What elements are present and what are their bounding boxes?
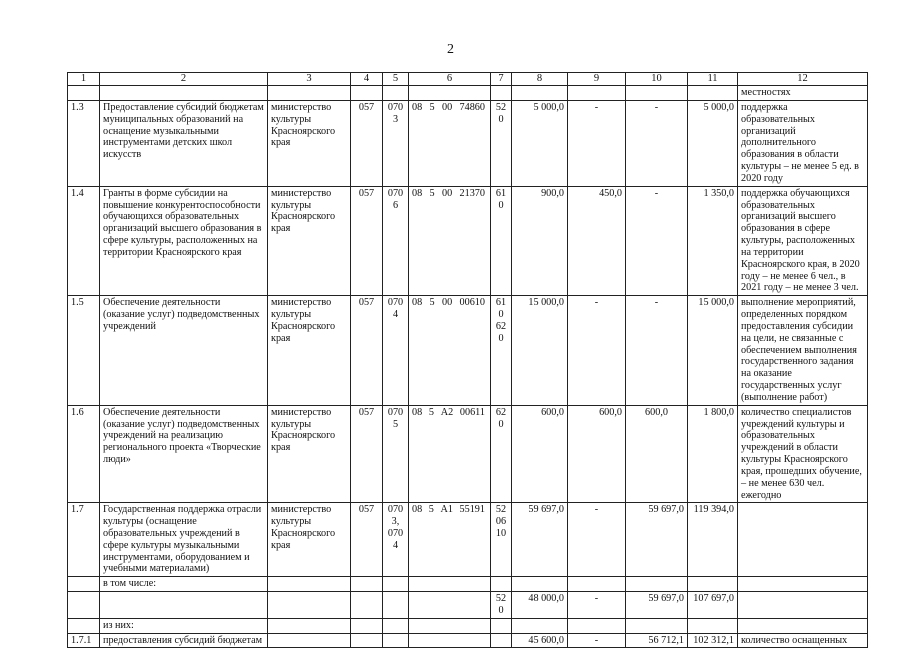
- subtotal-col9: -: [568, 592, 626, 619]
- csr-part: A2: [440, 406, 454, 418]
- rzpr-code: 0703, 0704: [383, 503, 409, 577]
- header-cell: 11: [688, 73, 738, 86]
- header-cell: 12: [738, 73, 868, 86]
- responsible-org: министерство культуры Красноярского края: [268, 101, 351, 187]
- amount-col8: 5 000,0: [512, 101, 568, 187]
- responsible-org: министерство культуры Красноярского края: [268, 186, 351, 295]
- amount-col8: 15 000,0: [512, 296, 568, 405]
- carry-over-row: [68, 86, 868, 101]
- header-row: [68, 73, 868, 86]
- in-that-number-label: в том числе:: [100, 577, 268, 592]
- page-number: 2: [447, 42, 454, 57]
- header-cell: 7: [491, 73, 512, 86]
- grbs-code: 057: [351, 503, 383, 577]
- table-row: [68, 186, 868, 295]
- csr-code: [409, 296, 491, 405]
- csr-part: 5: [429, 102, 435, 113]
- header-cell: 2: [100, 73, 268, 86]
- header-cell: 3: [268, 73, 351, 86]
- csr-part: 00611: [459, 406, 485, 418]
- subtotal-col10: 59 697,0: [626, 592, 688, 619]
- table-row: [68, 405, 868, 503]
- amount-total: 15 000,0: [688, 296, 738, 405]
- csr-code: [409, 101, 491, 187]
- rzpr-code: 0706: [383, 186, 409, 295]
- csr-part: 5: [428, 406, 434, 418]
- vr-code: 610: [491, 186, 512, 295]
- amount-col8: 600,0: [512, 405, 568, 503]
- csr-part: 00: [441, 187, 453, 199]
- subtotal-vr: 520: [491, 592, 512, 619]
- program-activities-table: [67, 72, 868, 648]
- csr-part: A1: [440, 504, 453, 516]
- csr-part: 5: [429, 187, 435, 199]
- activity-name: Обеспечение деятельности (оказание услуг) подведомственных учреждений на реализацию регионального проекта «Творческие люди»: [100, 405, 268, 503]
- row-number: 1.3: [68, 101, 100, 187]
- amount-col9: -: [568, 633, 626, 648]
- activity-name: Обеспечение деятельности (оказание услуг) подведомственных учреждений: [100, 296, 268, 405]
- amount-col9: -: [568, 101, 626, 187]
- responsible-org: министерство культуры Красноярского края: [268, 405, 351, 503]
- csr-part: 55191: [459, 504, 485, 516]
- activity-name: Предоставление субсидий бюджетам муниципальных образований на оснащение музыкальными инструментами детских школ искусств: [100, 101, 268, 187]
- rzpr-code: 0705: [383, 405, 409, 503]
- csr-part: 08: [412, 187, 423, 199]
- vr-code: 520: [491, 101, 512, 187]
- subtotal-row: [68, 592, 868, 619]
- grbs-code: 057: [351, 296, 383, 405]
- row-number: 1.7.1: [68, 633, 100, 648]
- subtotal-total: 107 697,0: [688, 592, 738, 619]
- amount-col9: -: [568, 503, 626, 577]
- grbs-code: 057: [351, 186, 383, 295]
- csr-part: 08: [412, 406, 423, 418]
- csr-part: 00: [441, 102, 453, 113]
- table-row: [68, 296, 868, 405]
- amount-col10: 56 712,1: [626, 633, 688, 648]
- amount-total: 1 800,0: [688, 405, 738, 503]
- table-row: [68, 633, 868, 648]
- row-number: 1.7: [68, 503, 100, 577]
- amount-col10: -: [626, 186, 688, 295]
- carry-over-text: местностях: [738, 86, 868, 101]
- activity-name: Государственная поддержка отрасли культуры (оснащение образовательных учреждений в сфере культуры музыкальными инструментами, оборудованием и учебными материалами): [100, 503, 268, 577]
- grbs-code: 057: [351, 405, 383, 503]
- amount-col9: -: [568, 296, 626, 405]
- expected-result: поддержка обучающихся образовательных организаций высшего образования в сфере культуры, расположенных на территории Красноярского края, в 2020 году – не менее 6 чел., в 2021 году – не менее 3 чел.: [738, 186, 868, 295]
- amount-col10: 600,0: [626, 405, 688, 503]
- amount-col10: 59 697,0: [626, 503, 688, 577]
- amount-total: 1 350,0: [688, 186, 738, 295]
- table-row: [68, 101, 868, 187]
- header-cell: 1: [68, 73, 100, 86]
- in-that-number-row: [68, 577, 868, 592]
- row-number: 1.4: [68, 186, 100, 295]
- expected-result: поддержка образовательных организаций дополнительного образования в области культуры – не менее 5 ед. в 2020 году: [738, 101, 868, 187]
- expected-result: выполнение мероприятий, определенных порядком предоставления субсидии на цели, не связанные с обеспечением выполнения государственного задания на оказание государственных услуг (выполнение работ): [738, 296, 868, 405]
- responsible-org: министерство культуры Красноярского края: [268, 296, 351, 405]
- of-them-row: [68, 618, 868, 633]
- header-cell: 6: [409, 73, 491, 86]
- of-them-label: из них:: [100, 618, 268, 633]
- csr-part: 08: [412, 297, 423, 309]
- activity-name: предоставления субсидий бюджетам: [100, 633, 268, 648]
- rzpr-code: 0703: [383, 101, 409, 187]
- csr-code: [409, 503, 491, 577]
- responsible-org: министерство культуры Красноярского края: [268, 503, 351, 577]
- row-number: 1.6: [68, 405, 100, 503]
- csr-code: [409, 186, 491, 295]
- amount-total: 5 000,0: [688, 101, 738, 187]
- vr-code: 610 620: [491, 296, 512, 405]
- amount-col8: 45 600,0: [512, 633, 568, 648]
- header-cell: 9: [568, 73, 626, 86]
- amount-col10: -: [626, 296, 688, 405]
- expected-result: количество оснащенных: [738, 633, 868, 648]
- grbs-code: 057: [351, 101, 383, 187]
- csr-code: [409, 405, 491, 503]
- rzpr-code: 0704: [383, 296, 409, 405]
- table-row: [68, 503, 868, 577]
- amount-col9: 600,0: [568, 405, 626, 503]
- csr-part: 00610: [459, 297, 485, 309]
- header-cell: 4: [351, 73, 383, 86]
- amount-total: 119 394,0: [688, 503, 738, 577]
- header-cell: 8: [512, 73, 568, 86]
- activity-name: Гранты в форме субсидии на повышение конкурентоспособности обучающихся образовательных организаций высшего образования в сфере культуры, расположенных на территории Красноярского края: [100, 186, 268, 295]
- expected-result: количество специалистов учреждений культуры и образовательных учреждений в области культуры Красноярского края, прошедших обучение, – не менее 630 чел. ежегодно: [738, 405, 868, 503]
- header-cell: 5: [383, 73, 409, 86]
- header-cell: 10: [626, 73, 688, 86]
- row-number: 1.5: [68, 296, 100, 405]
- amount-col8: 900,0: [512, 186, 568, 295]
- csr-part: 08: [412, 504, 423, 516]
- csr-part: 08: [412, 102, 423, 113]
- vr-code: 620: [491, 405, 512, 503]
- subtotal-col8: 48 000,0: [512, 592, 568, 619]
- amount-col10: -: [626, 101, 688, 187]
- csr-part: 00: [441, 297, 453, 309]
- csr-part: 5: [428, 504, 434, 516]
- amount-total: 102 312,1: [688, 633, 738, 648]
- amount-col9: 450,0: [568, 186, 626, 295]
- amount-col8: 59 697,0: [512, 503, 568, 577]
- csr-part: 5: [429, 297, 435, 309]
- expected-result: [738, 503, 868, 577]
- csr-part: 21370: [459, 187, 485, 199]
- csr-part: 74860: [459, 102, 485, 113]
- vr-code: 5206 10: [491, 503, 512, 577]
